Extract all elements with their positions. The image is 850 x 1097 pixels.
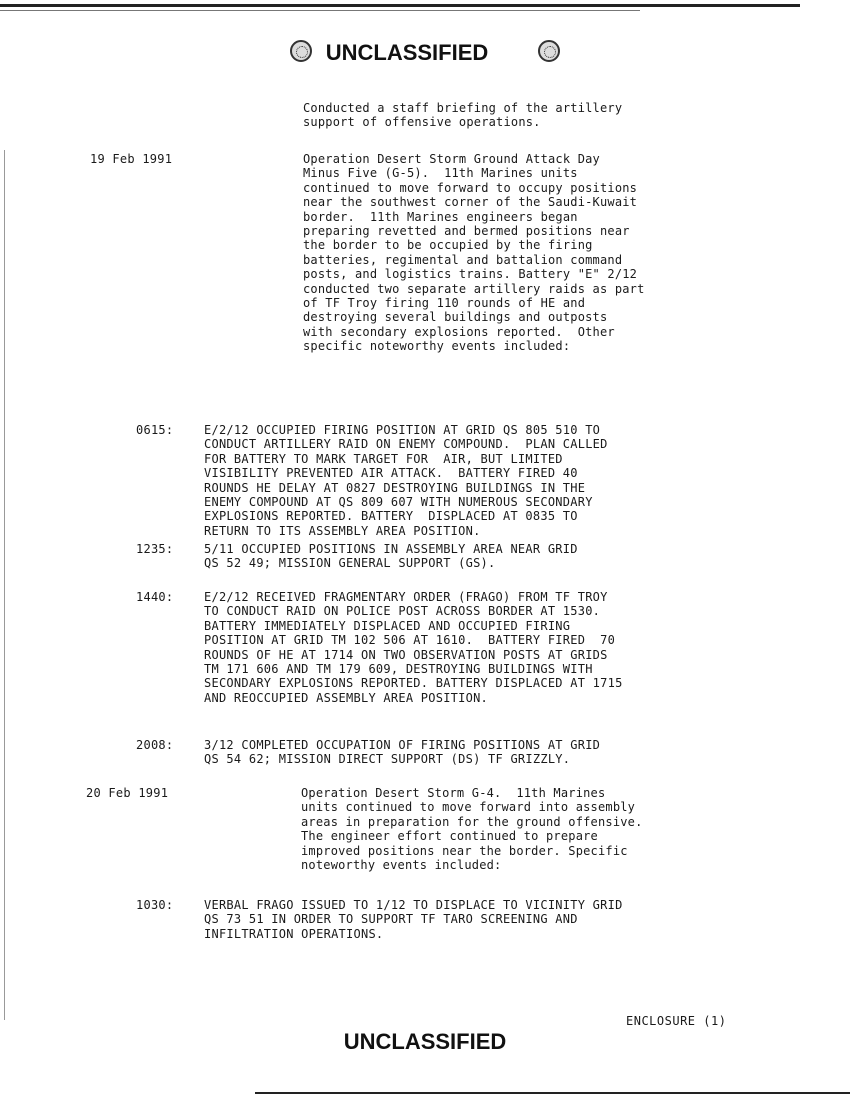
seal-icon (538, 40, 560, 62)
event-time: 2008: (136, 738, 174, 752)
top-scan-rule-thin (0, 10, 640, 11)
event-text: E/2/12 RECEIVED FRAGMENTARY ORDER (FRAGO) FROM TF TROY TO CONDUCT RAID ON POLICE POST ACROSS BORDER AT 1530. BATTERY IMMEDIATELY DISPLACED AND OCCUPIED FIRING POSITION AT GRID TM 102 506 AT 1610. BATTERY FIRED 70 ROUNDS OF HE AT 1714 ON TWO OBSERVATION POSTS AT GRIDS TM 171 606 AND TM 179 609, DESTROYING BUILDINGS WITH SECONDARY EXPLOSIONS REPORTED. BATTERY DISPLACED AT 1715 AND REOCCUPIED ASSEMBLY AREA POSITION. (204, 590, 623, 705)
left-margin-mark (4, 150, 5, 1020)
event-time: 1440: (136, 590, 174, 604)
entry-summary: Operation Desert Storm G-4. 11th Marines units continued to move forward into assembly areas in preparation for the ground offensive. The engineer effort continued to prepare improved positions near the border. Specific noteworthy events included: (301, 786, 643, 873)
footer-classification: UNCLASSIFIED (343, 1029, 507, 1054)
seal-icon (290, 40, 312, 62)
header-banner (0, 40, 850, 66)
event-text: VERBAL FRAGO ISSUED TO 1/12 TO DISPLACE TO VICINITY GRID QS 73 51 IN ORDER TO SUPPORT TF TARO SCREENING AND INFILTRATION OPERATIONS. (204, 898, 623, 941)
intro-paragraph: Conducted a staff briefing of the artillery support of offensive operations. (303, 101, 623, 130)
event-time: 1030: (136, 898, 174, 912)
enclosure-label: ENCLOSURE (1) (626, 1014, 727, 1028)
event-time: 1235: (136, 542, 174, 556)
header-classification: UNCLASSIFIED (325, 40, 489, 65)
bottom-scan-rule (255, 1092, 850, 1094)
event-text: 5/11 OCCUPIED POSITIONS IN ASSEMBLY AREA NEAR GRID QS 52 49; MISSION GENERAL SUPPORT (GS). (204, 542, 578, 571)
top-scan-rule (0, 4, 800, 7)
entry-date: 19 Feb 1991 (90, 152, 173, 166)
event-text: 3/12 COMPLETED OCCUPATION OF FIRING POSITIONS AT GRID QS 54 62; MISSION DIRECT SUPPORT (DS) TF GRIZZLY. (204, 738, 601, 767)
entry-summary: Operation Desert Storm Ground Attack Day Minus Five (G-5). 11th Marines units continued to move forward to occupy positions near the southwest corner of the Saudi-Kuwait border. 11th Marines engineers began preparing revetted and bermed positions near the border to be occupied by the firing batteries, regimental and battalion command posts, and logistics trains. Battery "E" 2/12 conducted two separate artillery raids as part of TF Troy firing 110 rounds of HE and destroying several buildings and outposts with secondary explosions reported. Other specific noteworthy events included: (303, 152, 645, 354)
event-text: E/2/12 OCCUPIED FIRING POSITION AT GRID QS 805 510 TO CONDUCT ARTILLERY RAID ON ENEMY COMPOUND. PLAN CALLED FOR BATTERY TO MARK TARGET FOR AIR, BUT LIMITED VISIBILITY PREVENTED AIR ATTACK. BATTERY FIRED 40 ROUNDS HE DELAY AT 0827 DESTROYING BUILDINGS IN THE ENEMY COMPOUND AT QS 809 607 WITH NUMEROUS SECONDARY EXPLOSIONS REPORTED. BATTERY DISPLACED AT 0835 TO RETURN TO ITS ASSEMBLY AREA POSITION. (204, 423, 608, 538)
entry-date: 20 Feb 1991 (86, 786, 169, 800)
event-time: 0615: (136, 423, 174, 437)
